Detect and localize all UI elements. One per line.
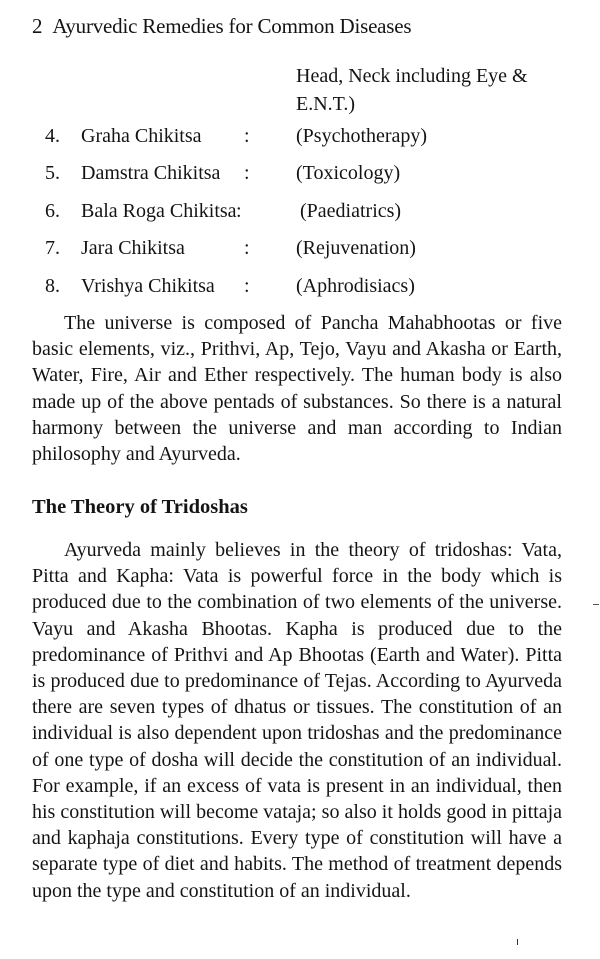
branch-number: 5. [45,162,60,184]
print-speck [517,939,518,945]
continued-branch-description: Head, Neck including Eye & E.N.T.) [296,65,528,115]
paragraph-2-text: Ayurveda mainly believes in the theory of tridoshas: Vata, Pitta and Kapha: Vata is powerful force in the body which is produced due to the combination of two elements of the universe. Vayu and Akasha Bhootas. Kapha is produced due to the predominance of Prithvi and Ap Bhootas (Earth and Water). Pitta is produced due to predominance of Tejas. According to Ayurveda there are seven types of dhatus or tissues. The constitution of an individual is also dependent upon tridoshas and the predominance of one type of dosha will decide the constitution of an individual. For example, if an excess of vata is present in an individual, then his constitution will become vataja; so also it holds good in pittaja and kaphaja constitutions. Every type of constitution will have a separate type of diet and habits. The method of treatment depends upon the type and constitution of an individual. [32,539,562,902]
branch-name: Bala Roga Chikitsa [81,200,237,222]
branch-description: (Psychotherapy) [296,125,428,147]
paragraph-1-text: The universe is composed of Pancha Mahabhootas or five basic elements, viz., Prithvi, Ap, Tejo, Vayu and Akasha or Earth, Water, Fire, Air and Ether respectively. The human body is also made up of the above pentads of substances. So there is a natural harmony between the universe and man according to Indian philosophy and Ayurveda. [32,312,562,466]
paragraph-pancha-mahabhootas [32,310,562,467]
branch-colon: : [236,200,242,222]
page-number: 2 [32,14,43,38]
branch-description: (Aphrodisiacs) [296,275,415,297]
branch-number: 6. [45,200,60,222]
branch-description: (Toxicology) [296,162,401,184]
branch-number: 4. [45,125,60,147]
branch-colon: : [244,275,250,297]
branch-description: (Paediatrics) [300,200,402,222]
paragraph-tridoshas [32,537,562,904]
branch-name: Jara Chikitsa [81,237,185,259]
branch-name: Vrishya Chikitsa [81,275,215,297]
branch-name: Graha Chikitsa [81,125,202,147]
branch-colon: : [244,162,250,184]
running-title: Ayurvedic Remedies for Common Diseases [52,14,412,38]
branch-number: 8. [45,275,60,297]
branch-description: (Rejuvenation) [296,237,416,259]
section-heading: The Theory of Tridoshas [32,496,248,518]
branch-colon: : [244,237,250,259]
running-header [32,14,411,39]
branch-colon: : [244,125,250,147]
margin-mark [593,604,599,605]
branch-number: 7. [45,237,60,259]
branch-name: Damstra Chikitsa [81,162,221,184]
